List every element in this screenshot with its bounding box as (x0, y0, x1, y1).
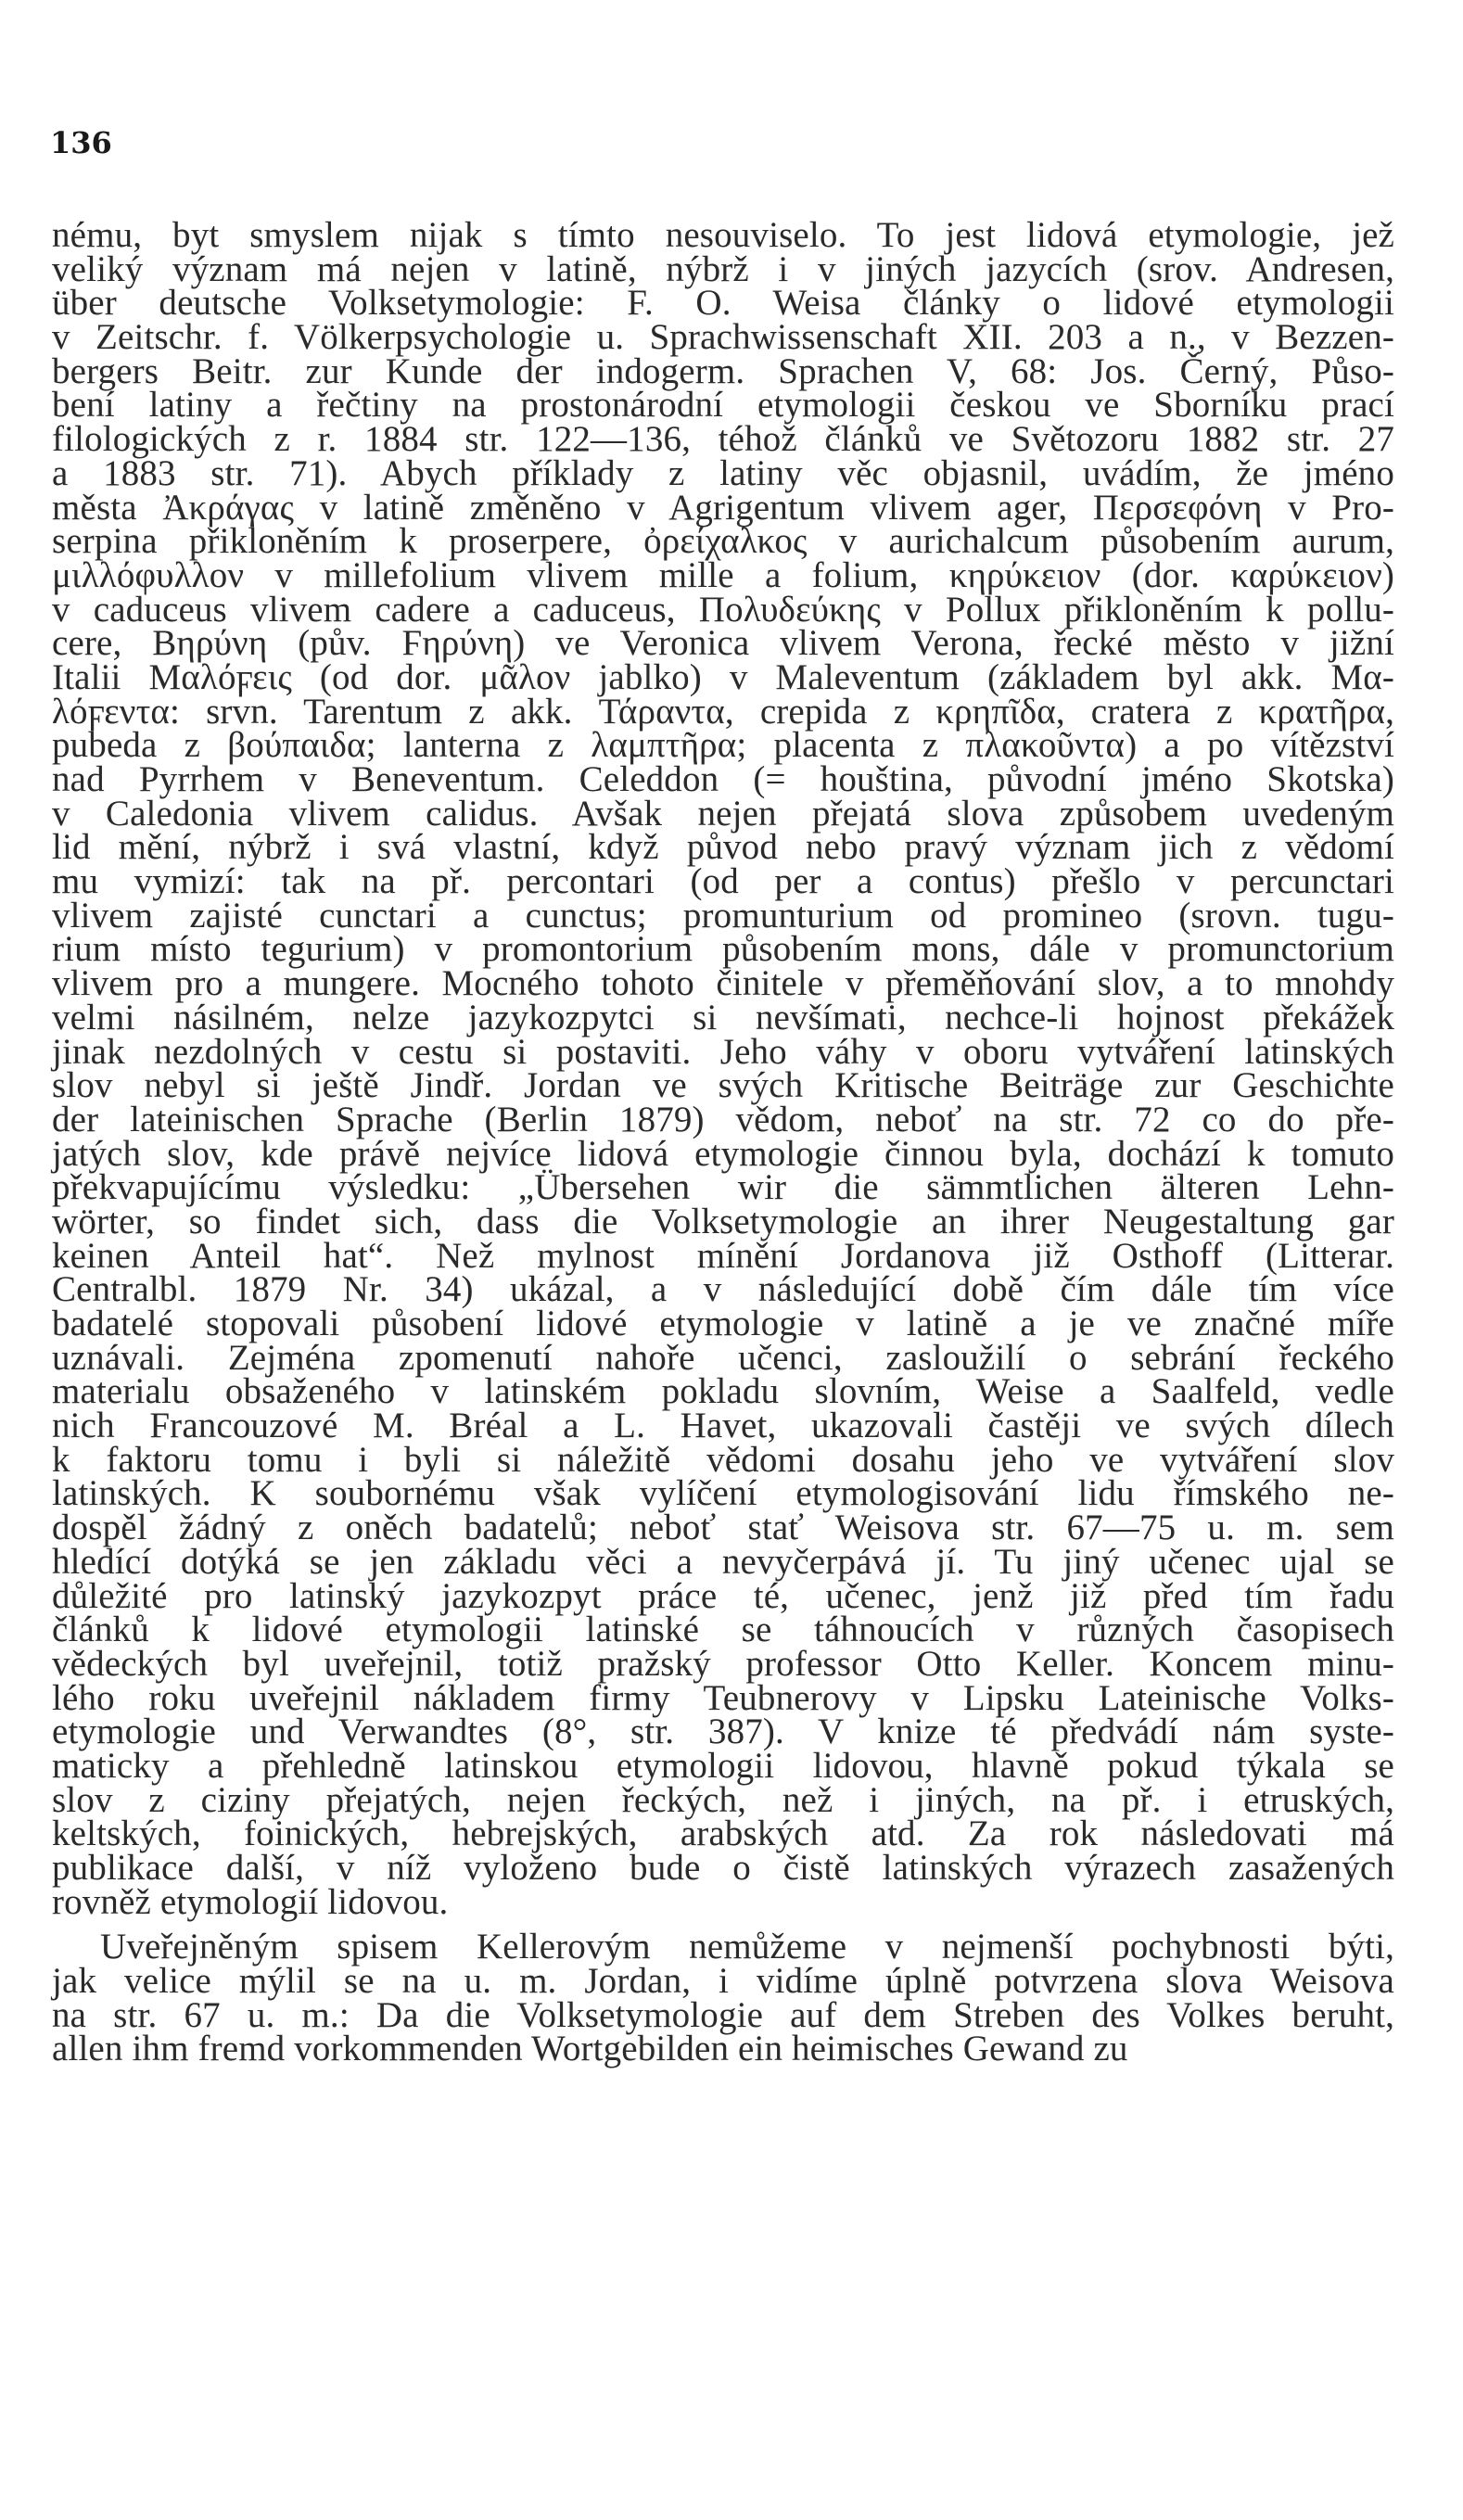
text-line: jatých slov, kde právě nejvíce lidová etymologie činnou byla, dochází k tomuto (52, 1133, 1394, 1174)
text-line: bergers Beitr. zur Kunde der indogerm. Sprachen V, 68: Jos. Černý, Půso- (52, 350, 1394, 391)
text-line: serpina přikloněním k proserpere, ὀρείχαλκος v aurichalcum působením aurum, (52, 521, 1394, 562)
text-line: rium místo tegurium) v promontorium působením mons, dále v promunctorium (52, 929, 1394, 970)
text-line: hledící dotýká se jen základu věci a nevyčerpává jí. Tu jiný učenec ujal se (52, 1541, 1394, 1582)
text-line: publikace další, v níž vyloženo bude o čistě latinských výrazech zasažených (52, 1848, 1394, 1888)
text-line: veliký význam má nejen v latině, nýbrž i v jiných jazycích (srov. Andresen, (52, 248, 1394, 289)
text-line: v Zeitschr. f. Völkerpsychologie u. Sprachwissenschaft XII. 203 a n., v Bezzen- (52, 317, 1394, 358)
body-text (52, 215, 1394, 2069)
text-line: v caduceus vlivem cadere a caduceus, Πολυδεύκης v Pollux přikloněním k pollu- (52, 589, 1394, 630)
text-line: lid mění, nýbrž i svá vlastní, když původ nebo pravý význam jich z vědomí (52, 827, 1394, 868)
text-line: v Caledonia vlivem calidus. Avšak nejen přejatá slova způsobem uvedeným (52, 793, 1394, 834)
text-line: lého roku uveřejnil nákladem firmy Teubnerovy v Lipsku Lateinische Volks- (52, 1677, 1394, 1718)
text-line: nad Pyrrhem v Beneventum. Celeddon (= houština, původní jméno Skotska) (52, 759, 1394, 799)
text-line: vlivem zajisté cunctari a cunctus; promunturium od promineo (srovn. tugu- (52, 895, 1394, 935)
text-line: vědeckých byl uveřejnil, totiž pražský professor Otto Keller. Koncem minu- (52, 1643, 1394, 1684)
text-line: města Ἀκράγας v latině změněno v Agrigentum vlivem ager, Περσεφόνη v Pro- (52, 487, 1394, 528)
text-line: důležité pro latinský jazykozpyt práce té, učenec, jenž již před tím řadu (52, 1575, 1394, 1616)
text-line: nich Francouzové M. Bréal a L. Havet, ukazovali častěji ve svých dílech (52, 1406, 1394, 1446)
text-line: μιλλόφυλλον v millefolium vlivem mille a folium, κηρύκειον (dor. καρύκειον) (52, 554, 1394, 595)
text-line: na str. 67 u. m.: Da die Volksetymologie auf dem Streben des Volkes beruht, (52, 1994, 1394, 2035)
text-line: překvapujícímu výsledku: „Übersehen wir die sämmtlichen älteren Lehn- (52, 1167, 1394, 1208)
paragraph-1 (52, 215, 1394, 1922)
text-line: k faktoru tomu i byli si náležitě vědomi dosahu jeho ve vytváření slov (52, 1439, 1394, 1480)
text-line: cere, Βηρύνη (pův. Ϝηρύνη) ve Veronica vlivem Verona, řecké město v jižní (52, 623, 1394, 664)
text-line: filologických z r. 1884 str. 122—136, téhož článků ve Světozoru 1882 str. 27 (52, 419, 1394, 460)
text-line: Centralbl. 1879 Nr. 34) ukázal, a v následující době čím dále tím více (52, 1269, 1394, 1310)
text-line: rovněž etymologií lidovou. (52, 1881, 449, 1922)
text-line: a 1883 str. 71). Abych příklady z latiny věc objasnil, uvádím, že jméno (52, 452, 1394, 493)
text-line: nému, byt smyslem nijak s tímto nesouviselo. To jest lidová etymologie, jež (52, 215, 1394, 255)
text-line: velmi násilném, nelze jazykozpytci si nevšímati, nechce-li hojnost překážek (52, 997, 1394, 1037)
text-line: der lateinischen Sprache (Berlin 1879) vědom, neboť na str. 72 co do pře- (52, 1099, 1394, 1139)
text-line: jinak nezdolných v cestu si postaviti. Jeho váhy v oboru vytváření latinských (52, 1031, 1394, 1072)
text-line: λόϝεντα: srvn. Tarentum z akk. Τάραντα, crepida z κρηπῖδα, cratera z κρατῆρα, (52, 691, 1394, 732)
paragraph-2 (52, 1927, 1394, 2069)
text-line: článků k lidové etymologii latinské se táhnoucích v různých časopisech (52, 1610, 1394, 1650)
text-line: slov z ciziny přejatých, nejen řeckých, než i jiných, na př. i etruských, (52, 1779, 1394, 1820)
text-line: bení latiny a řečtiny na prostonárodní etymologii českou ve Sborníku prací (52, 385, 1394, 426)
text-line: maticky a přehledně latinskou etymologii lidovou, hlavně pokud týkala se (52, 1745, 1394, 1786)
text-line: jak velice mýlil se na u. m. Jordan, i vidíme úplně potvrzena slova Weisova (52, 1961, 1394, 2002)
page-number: 136 (50, 125, 112, 160)
text-line: pubeda z βούπαιδα; lanterna z λαμπτῆρα; placenta z πλακοῦντα) a po vítězství (52, 725, 1394, 766)
text-line: Uveřejněným spisem Kellerovým nemůžeme v nejmenší pochybnosti býti, (100, 1927, 1394, 1967)
text-line: Italii Μαλόϝεις (od dor. μᾶλον jablko) v Maleventum (základem byl akk. Μα- (52, 656, 1394, 697)
text-line: keinen Anteil hat“. Než mylnost mínění Jordanova již Osthoff (Litterar. (52, 1235, 1394, 1276)
text-line: dospěl žádný z oněch badatelů; neboť stať Weisova str. 67—75 u. m. sem (52, 1508, 1394, 1548)
text-line: etymologie und Verwandtes (8°, str. 387). V knize té předvádí nám syste- (52, 1712, 1394, 1752)
text-line: keltských, foinických, hebrejských, arabských atd. Za rok následovati má (52, 1814, 1394, 1854)
text-line: vlivem pro a mungere. Mocného tohoto činitele v přeměňování slov, a to mnohdy (52, 963, 1394, 1004)
text-line: mu vymizí: tak na př. percontari (od per a contus) přešlo v percunctari (52, 861, 1394, 902)
text-line: badatelé stopovali působení lidové etymologie v latině a je ve značné míře (52, 1304, 1394, 1343)
text-line: slov nebyl si ještě Jindř. Jordan ve svých Kritische Beiträge zur Geschichte (52, 1065, 1394, 1106)
text-line: uznávali. Zejména zpomenutí nahoře učenci, zasloužilí o sebrání řeckého (52, 1337, 1394, 1378)
text-line: latinských. K soubornému však vylíčení etymologisování lidu římského ne- (52, 1473, 1394, 1514)
text-line: allen ihm fremd vorkommenden Wortgebilden ein heimisches Gewand zu (52, 2029, 1128, 2069)
text-line: über deutsche Volksetymologie: F. O. Weisa články o lidové etymologii (52, 283, 1394, 324)
text-line: materialu obsaženého v latinském pokladu slovním, Weise a Saalfeld, vedle (52, 1371, 1394, 1412)
text-line: wörter, so findet sich, dass die Volksetymologie an ihrer Neugestaltung gar (52, 1201, 1394, 1241)
